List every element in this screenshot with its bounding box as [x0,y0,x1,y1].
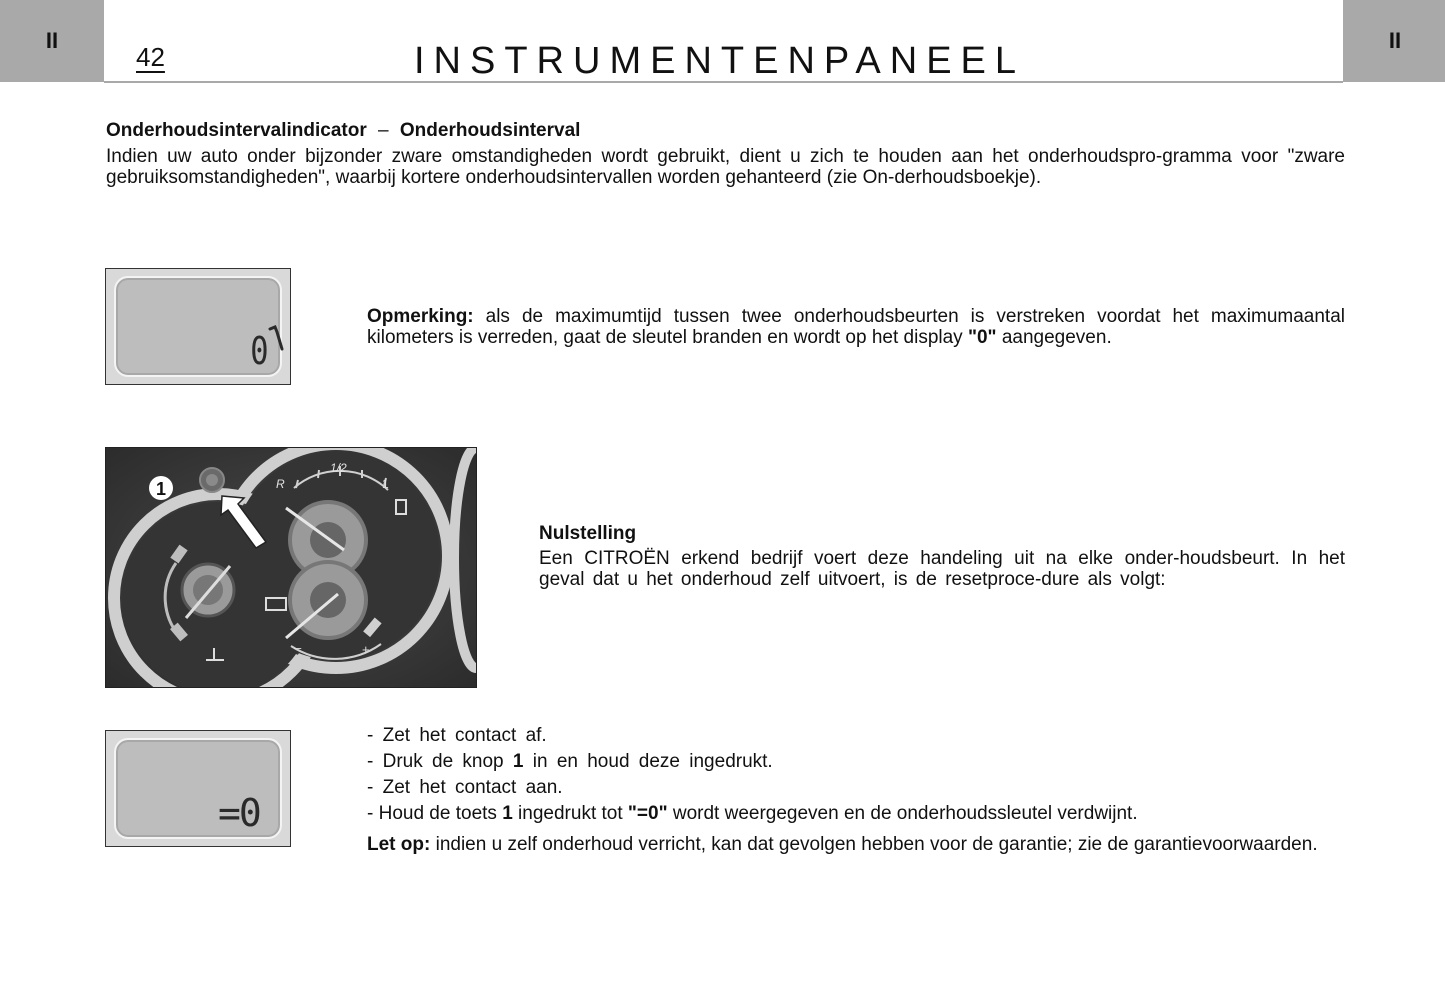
note-tail: aangegeven. [1001,327,1112,348]
list-item: - Zet het contact af. [367,725,547,746]
list-item: - Druk de knop 1 in en houd deze ingedrukt. [367,751,773,772]
scale-full: 1 [382,477,389,491]
chapter-tab-right-label: II [1388,28,1402,53]
note-paragraph [367,306,1345,348]
scale-plus: + [362,642,370,657]
scale-half: 1/2 [330,461,347,475]
page-number: 42 [136,42,165,72]
procedure-steps [367,723,1345,827]
chapter-tab-left [0,0,104,82]
note-label: Opmerking: [367,306,474,327]
callout-number: 1 [155,479,167,499]
note-value: "0" [967,327,997,348]
warning-label: Let op: [367,834,431,855]
list-item: - Houd de toets 1 ingedrukt tot "=0" wordt weergegeven en de onderhoudssleutel verdwijnt. [367,803,1138,824]
scale-reserve: R [276,477,285,491]
note-body: als de maximumtijd tussen twee onderhoudsbeurten is verstreken voordat het maximumaantal kilometers is verreden, gaat de sleutel branden en wordt op het display [367,306,1346,348]
list-item: - Zet het contact aan. [367,777,563,798]
chapter-tab-left-label: II [45,28,59,53]
lcd-readout: =0 [218,791,260,835]
heading-separator: – [378,120,389,141]
heading-indicator: Onderhoudsintervalindicator [106,120,367,141]
reset-display-image [105,730,291,847]
wrench-icon [266,325,286,353]
page-title: INSTRUMENTENPANEEL [414,40,1026,82]
scale-minus: – [294,640,302,655]
maintenance-display-image [105,268,291,385]
warning-paragraph [367,834,1345,855]
reset-paragraph: Een CITROËN erkend bedrijf voert deze handeling uit na elke onder-houdsbeurt. In het geval dat u het onderhoud zelf uitvoert, is de resetproce-dure als volgt: [539,548,1345,590]
cluster-drawing [106,448,476,687]
heading-interval: Onderhoudsinterval [399,120,581,141]
lcd-readout: 0 [250,329,269,373]
chapter-tab-right [1343,0,1445,82]
intro-paragraph: Indien uw auto onder bijzonder zware omstandigheden wordt gebruikt, dient u zich te houden aan het onderhoudspro-gramma voor "zware gebruiksomstandigheden", waarbij kortere onderhoudsintervallen worden gehanteerd (zie On-derhoudsboekje). [106,146,1345,188]
section-heading [106,120,580,142]
warning-body: indien u zelf onderhoud verricht, kan dat gevolgen hebben voor de garantie; zie de garantievoorwaarden. [435,834,1318,855]
reset-heading: Nulstelling [539,523,637,544]
instrument-cluster-image [105,447,477,688]
